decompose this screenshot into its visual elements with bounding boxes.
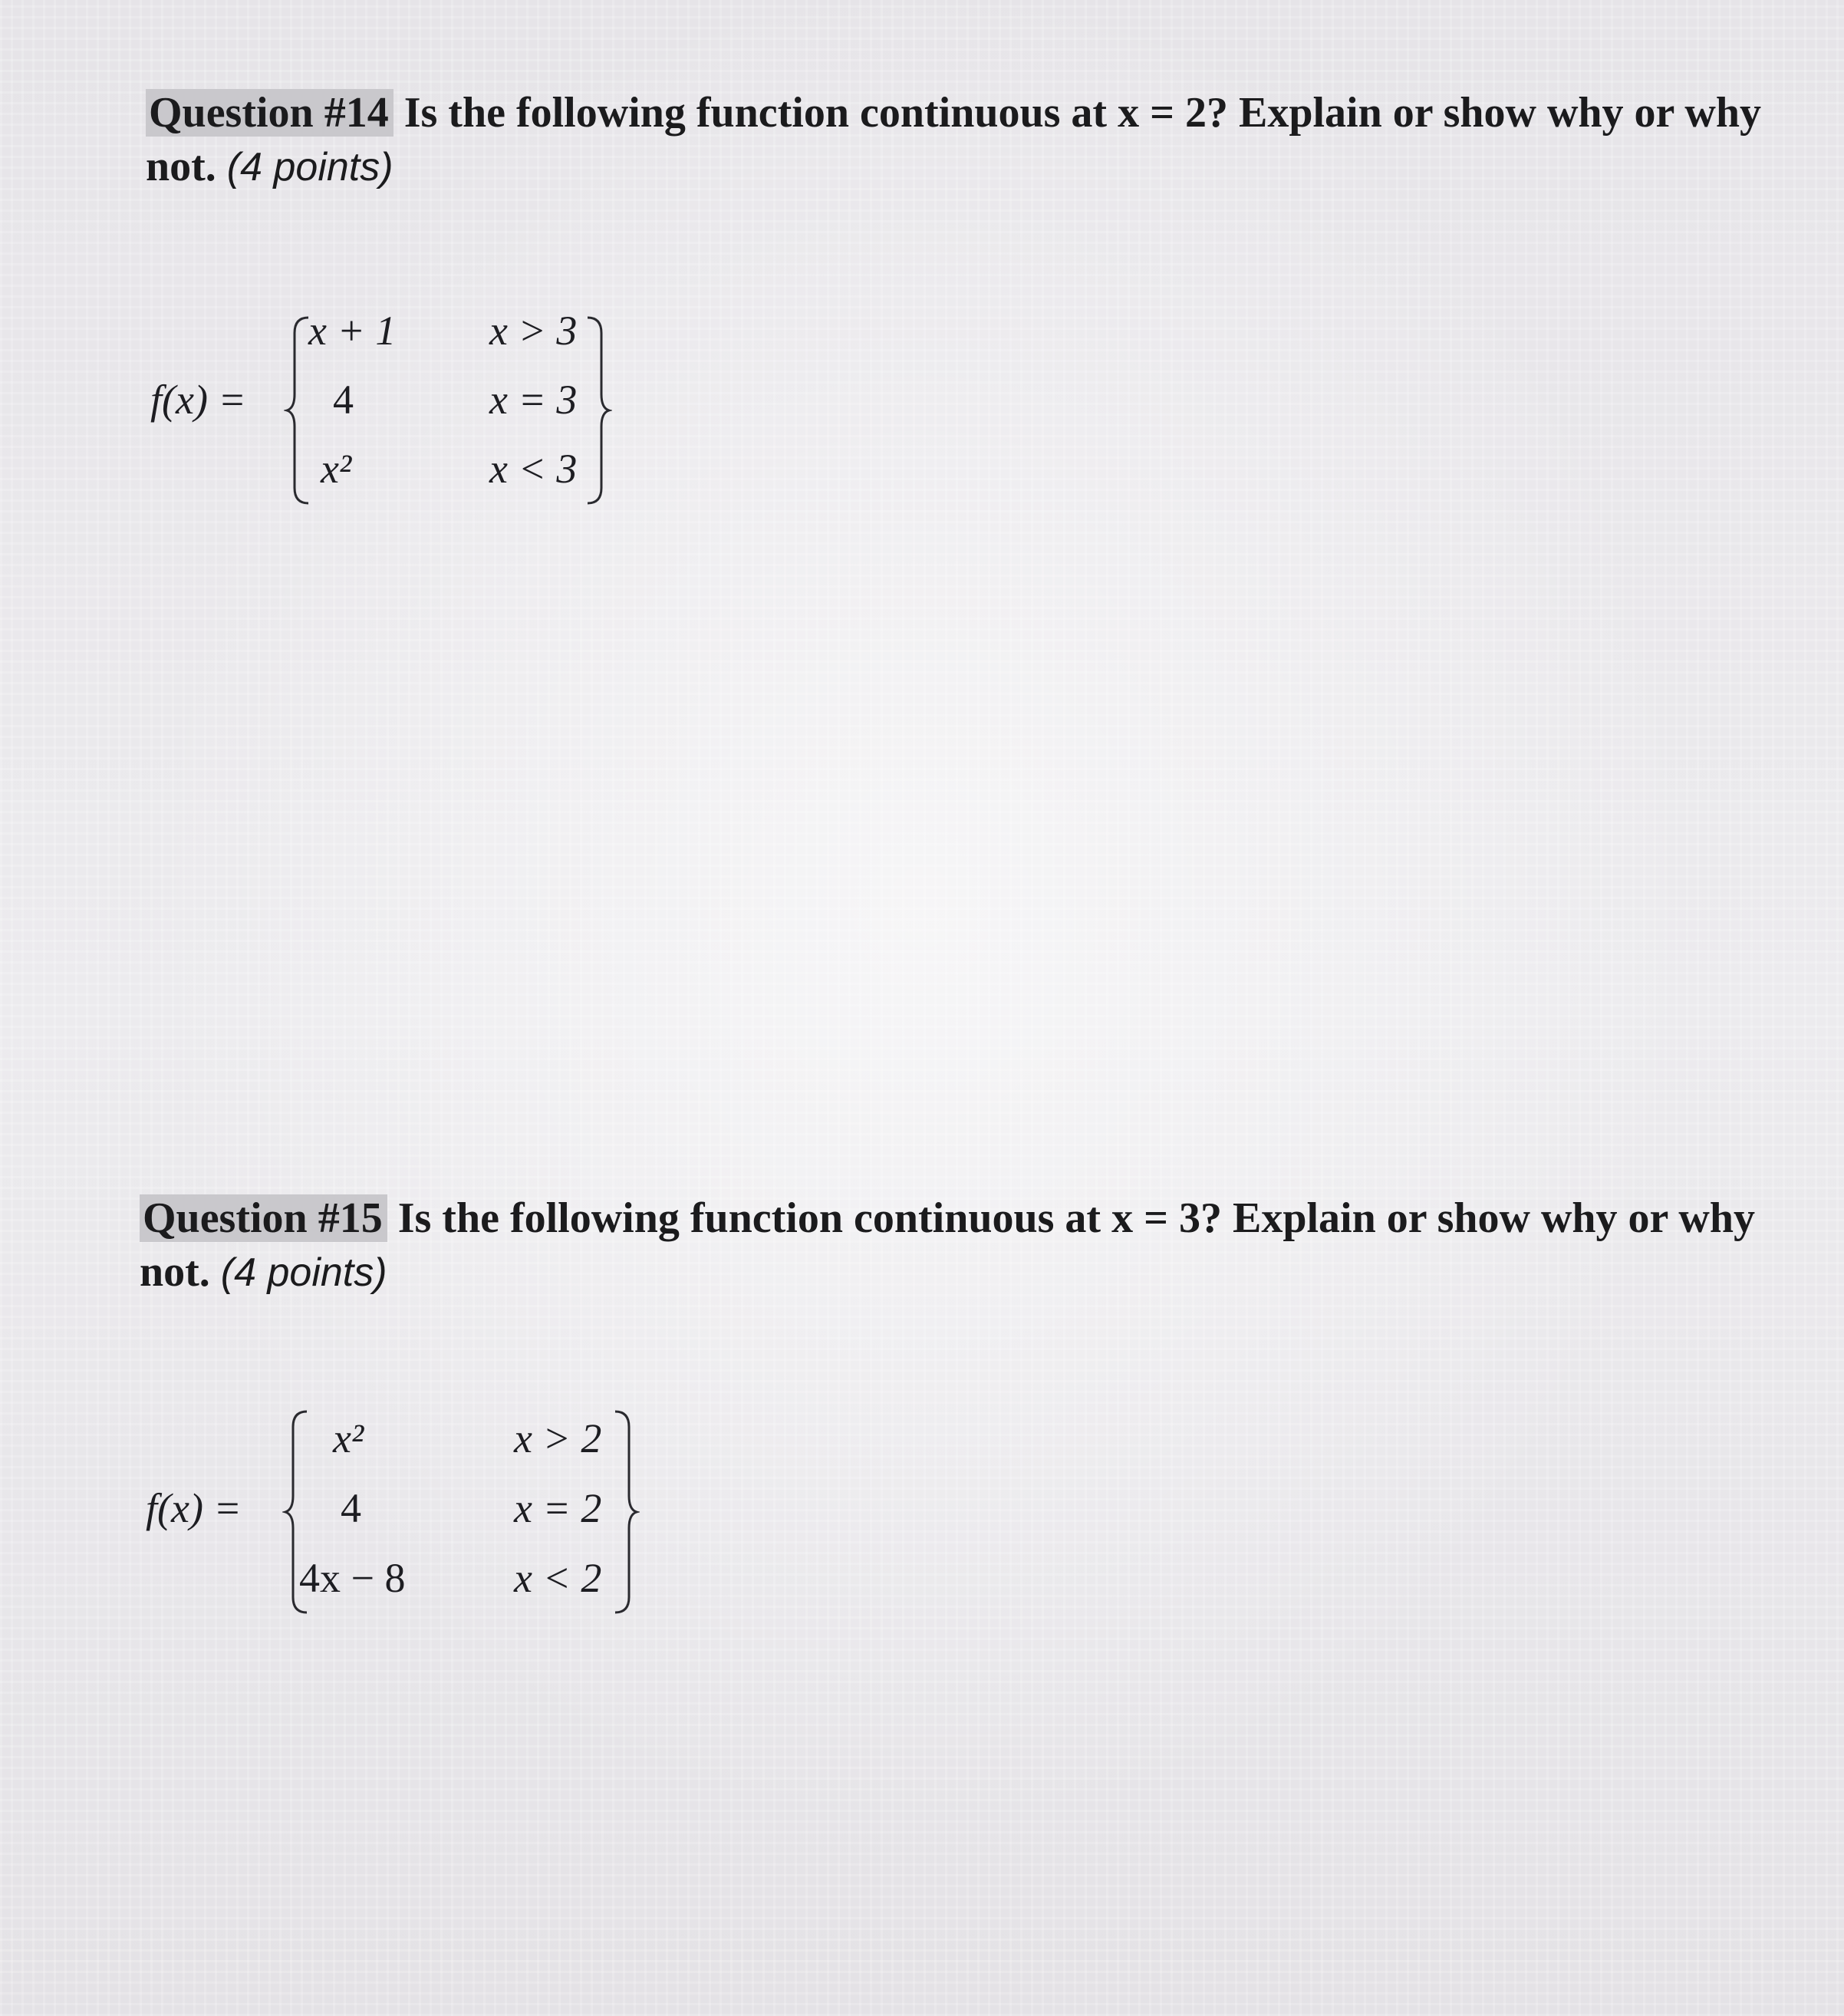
case-condition: x > 3 (489, 308, 578, 354)
case-condition: x < 2 (514, 1555, 602, 1601)
question-points: (4 points) (220, 1250, 387, 1295)
case-value: x² (321, 446, 352, 492)
question-text: Is the following function continuous at x = 3? Explain or show why or why not. (140, 1194, 1755, 1296)
case-condition: x = 3 (489, 377, 578, 423)
question-14 (146, 86, 1795, 194)
right-brace (609, 1408, 640, 1616)
case-condition: x < 3 (489, 446, 578, 492)
question-label: Question #15 (140, 1194, 387, 1242)
function-lhs: f(x) = (146, 1485, 242, 1531)
question-text: Is the following function continuous at x = 2? Explain or show why or why not. (146, 89, 1761, 190)
case-condition: x = 2 (514, 1485, 602, 1531)
case-condition: x > 2 (514, 1415, 602, 1461)
case-value: x² (333, 1415, 364, 1461)
question-15 (140, 1191, 1789, 1300)
question-label: Question #14 (146, 89, 393, 137)
function-lhs: f(x) = (150, 377, 246, 423)
question-points: (4 points) (226, 145, 393, 189)
case-value: x + 1 (308, 308, 397, 354)
case-value: 4 (341, 1485, 361, 1531)
piecewise-function-14 (146, 299, 683, 514)
right-brace (581, 315, 612, 506)
case-value: 4 (333, 377, 354, 423)
case-value: 4x − 8 (299, 1555, 406, 1601)
piecewise-function-15 (146, 1404, 683, 1619)
